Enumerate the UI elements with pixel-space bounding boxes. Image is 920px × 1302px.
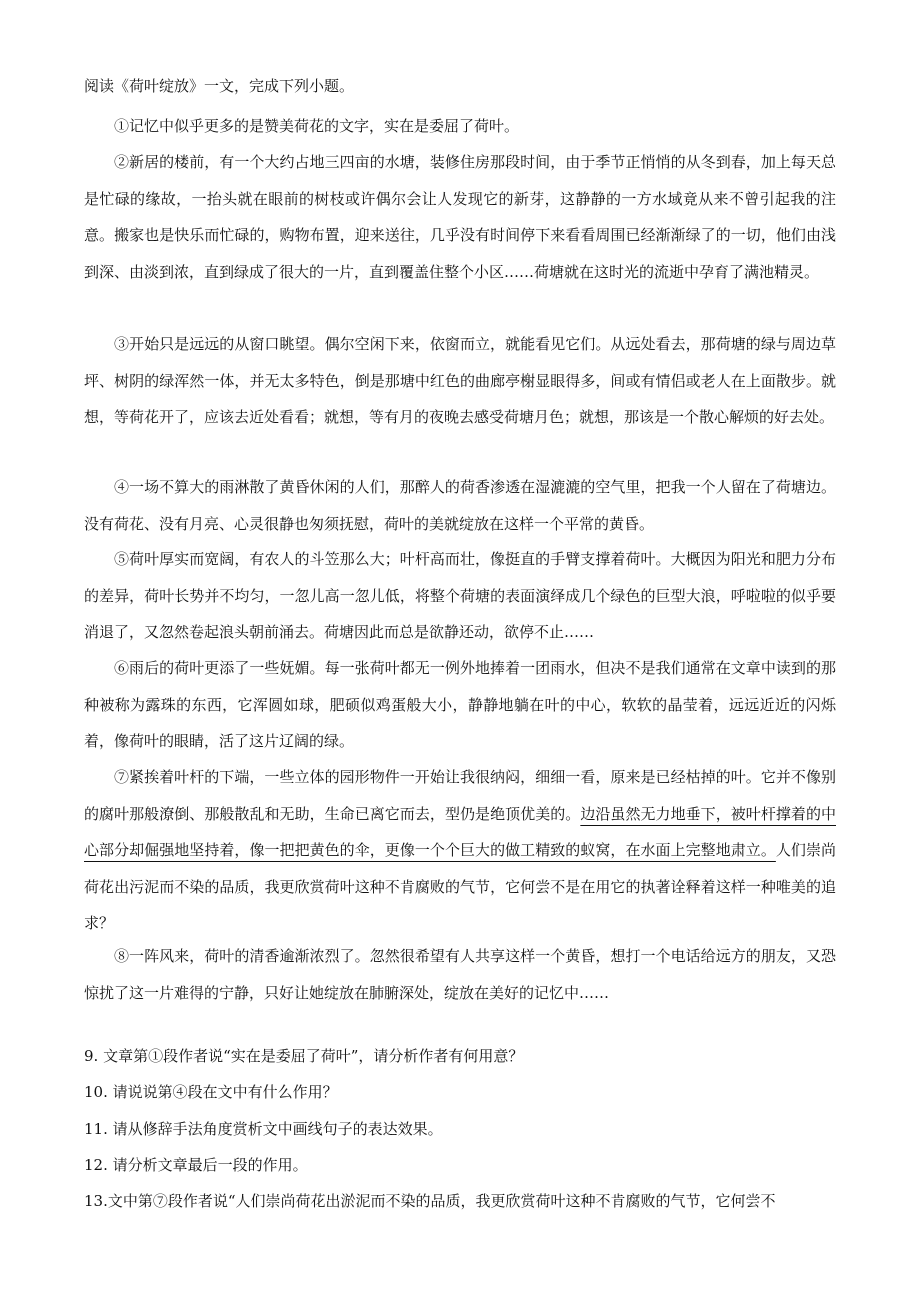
question-10: 10. 请说说第④段在文中有什么作用？	[84, 1083, 338, 1101]
question-13: 13.文中第⑦段作者说“人们崇尚荷花出淤泥而不染的品质，我更欣赏荷叶这种不肯腐败的气节，它何尝不	[84, 1192, 776, 1210]
paragraph-1: ①记忆中似乎更多的是赞美荷花的文字，实在是委屈了荷叶。	[114, 117, 520, 135]
question-12: 12. 请分析文章最后一段的作用。	[84, 1156, 308, 1174]
paragraph-8: ⑧一阵风来，荷叶的清香逾渐浓烈了。忽然很希望有人共享这样一个黄昏，想打一个电话给远方的朋友，又恐惊扰了这一片难得的宁静，只好让她绽放在肺腑深处，绽放在美好的记忆中……	[84, 947, 836, 1002]
question-9: 9. 文章第①段作者说“实在是委屈了荷叶”，请分析作者有何用意？	[84, 1047, 524, 1065]
paragraph-4: ④一场不算大的雨淋散了黄昏休闲的人们，那醉人的荷香渗透在湿漉漉的空气里，把我一个人留在了荷塘边。没有荷花、没有月亮、心灵很静也匆须抚慰，荷叶的美就绽放在这样一个平常的黄昏。	[84, 478, 836, 533]
paragraph-7-text-b: 人们崇尚荷花出污泥而不染的品质，我更欣赏荷叶这种不肯腐败的气节，它何尝不是在用它的执著诠释着这样一种唯美的追求？	[84, 841, 836, 932]
paragraph-3: ③开始只是远远的从窗口眺望。偶尔空闲下来，依窗而立，就能看见它们。从远处看去，那荷塘的绿与周边草坪、树阴的绿浑然一体，并无太多特色，倒是那塘中红色的曲廊亭榭显眼得多，间或有情侣或老人在上面散步。就想，等荷花开了，应该去近处看看；就想，等有月的夜晚去感受荷塘月色；就想，那该是一个散心解烦的好去处。	[84, 335, 836, 426]
reading-instruction: 阅读《荷叶绽放》一文，完成下列小题。	[84, 77, 355, 95]
underlined-sentence: 边沿虽然无力地垂下，被叶杆撑着的中心部分却倔强地坚持着，像一把把黄色的伞，更像一个个巨大的做工精致的蚁窝，在水面上完整地肃立。	[84, 804, 836, 859]
paragraph-2: ②新居的楼前，有一个大约占地三四亩的水塘，装修住房那段时间，由于季节正悄悄的从冬到春，加上每天总是忙碌的缘故，一抬头就在眼前的树枝或许偶尔会让人发现它的新芽，这静静的一方水域竟从来不曾引起我的注意。搬家也是快乐而忙碌的，购物布置，迎来送往，几乎没有时间停下来看看周围已经渐渐绿了的一切，他们由浅到深、由淡到浓，直到绿成了很大的一片，直到覆盖住整个小区……荷塘就在这时光的流逝中孕育了满池精灵。	[84, 153, 836, 281]
paragraph-7	[84, 759, 836, 942]
paragraph-5: ⑤荷叶厚实而宽阔，有农人的斗笠那么大；叶杆高而壮，像挺直的手臂支撑着荷叶。大概因为阳光和肥力分布的差异，荷叶长势并不均匀，一忽儿高一忽儿低，将整个荷塘的表面演绎成几个绿色的巨型大浪，呼啦啦的似乎要消退了，又忽然卷起浪头朝前涌去。荷塘因此而总是欲静还动，欲停不止……	[84, 550, 836, 641]
paragraph-6: ⑥雨后的荷叶更添了一些妩媚。每一张荷叶都无一例外地捧着一团雨水，但决不是我们通常在文章中读到的那种被称为露珠的东西，它浑圆如球，肥硕似鸡蛋般大小，静静地躺在叶的中心，软软的晶莹着，远远近近的闪烁着，像荷叶的眼睛，活了这片辽阔的绿。	[84, 659, 836, 750]
paragraph-7-text-a: ⑦紧挨着叶杆的下端，一些立体的园形物件一开始让我很纳闷，细细一看，原来是已经枯掉的叶。它并不像别的腐叶那般潦倒、那般散乱和无助，生命已离它而去，型仍是绝顶优美的。	[84, 768, 836, 823]
question-11: 11. 请从修辞手法角度赏析文中画线句子的表达效果。	[84, 1120, 443, 1138]
